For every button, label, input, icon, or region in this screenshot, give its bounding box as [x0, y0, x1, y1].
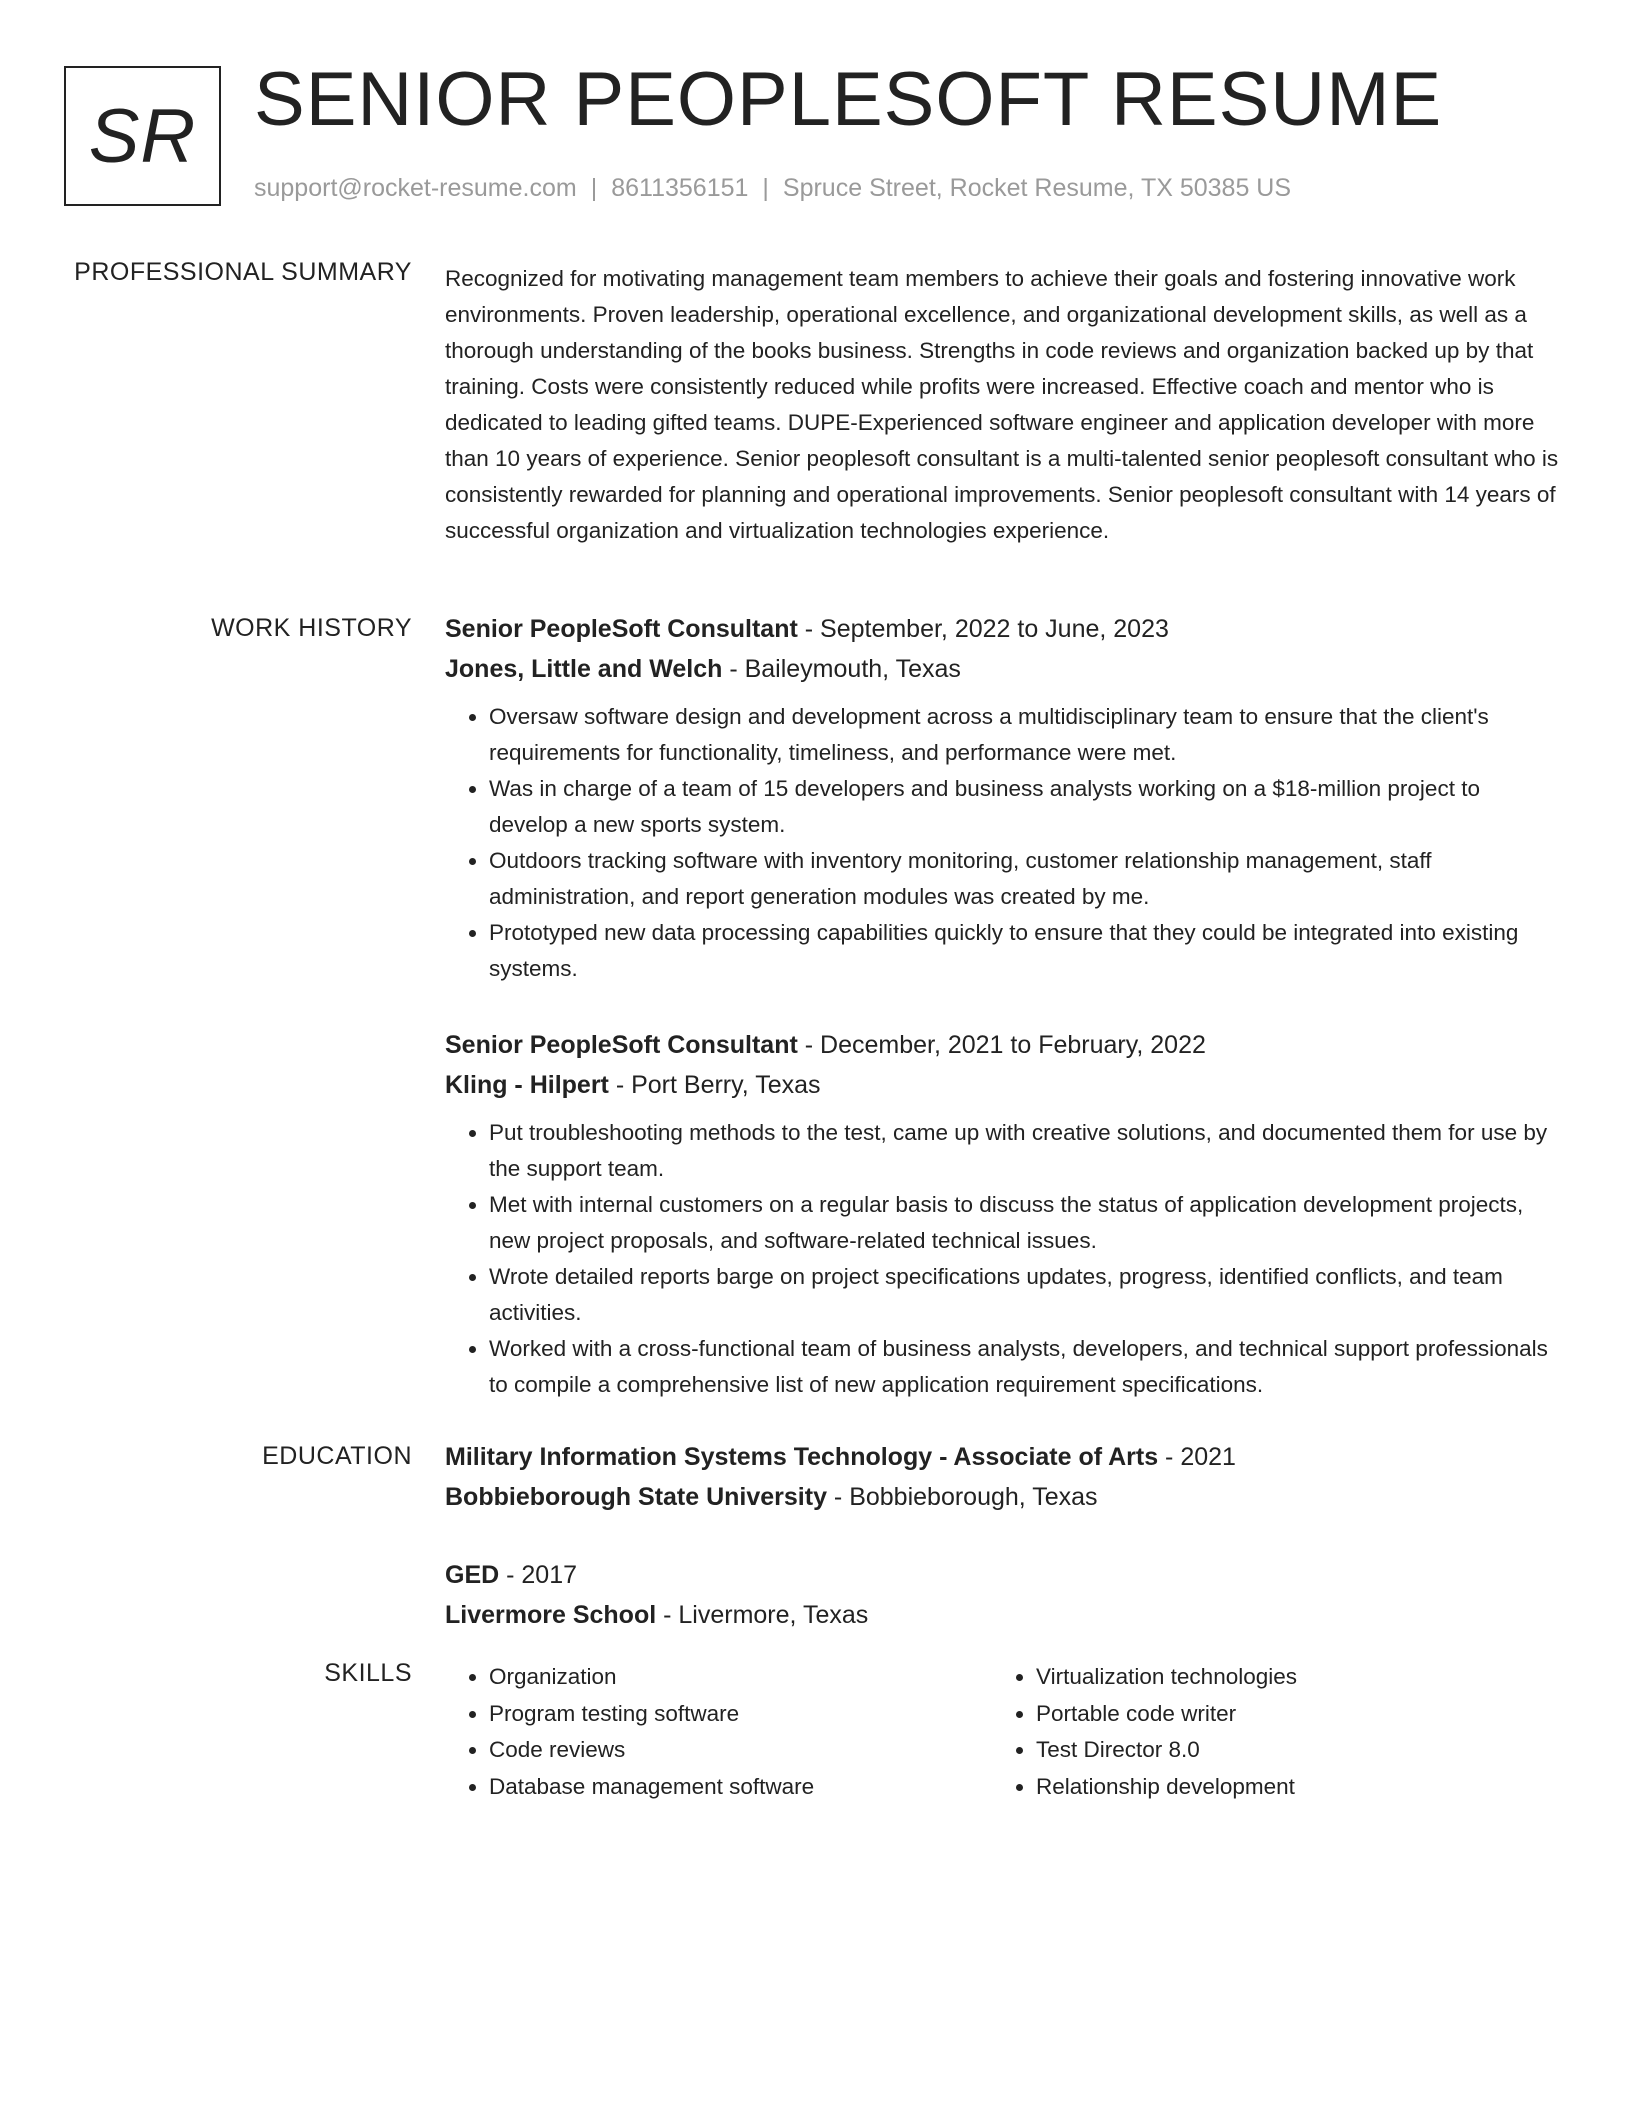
education-location: - Bobbieborough, Texas [826, 1483, 1098, 1511]
skill-item: • Portable code writer [1036, 1696, 1539, 1733]
education-year: - 2017 [499, 1561, 578, 1589]
job-company: Kling - Hilpert [445, 1071, 609, 1099]
job-company: Jones, Little and Welch [445, 655, 723, 683]
job-company-line [445, 1065, 1560, 1105]
job-dates: - September, 2022 to June, 2023 [797, 615, 1169, 643]
skill-item: • Relationship development [1036, 1769, 1539, 1806]
job-bullet: • Oversaw software design and development across a multidisciplinary team to ensure that the client's requirements for functionality, timeliness, and performance were met. [489, 699, 1560, 771]
job-bullet: • Wrote detailed reports barge on project specifications updates, progress, identified conflicts, and team activities. [489, 1259, 1560, 1331]
summary-text: Recognized for motivating management team members to achieve their goals and fostering innovative work environments. Proven leadership, operational excellence, and organizational development skills, as well as a thorough understanding of the books business. Strengths in code reviews and organization backed up by that training. Costs were consistently reduced while profits were increased. Effective coach and mentor who is dedicated to leading gifted teams. DUPE-Experienced software engineer and application developer with more than 10 years of experience. Senior peoplesoft consultant is a multi-talented senior peoplesoft consultant who is consistently rewarded for planning and operational improvements. Senior peoplesoft consultant with 14 years of successful organization and virtualization technologies experience. [445, 266, 1559, 543]
monogram-badge: SR [64, 66, 221, 206]
section-label-skills: SKILLS [324, 1659, 412, 1687]
education-school-line [445, 1595, 1560, 1635]
job-bullet: • Met with internal customers on a regular basis to discuss the status of application development projects, new project proposals, and software-related technical issues. [489, 1187, 1560, 1259]
section-label-summary: PROFESSIONAL SUMMARY [74, 258, 412, 286]
job-bullet: • Prototyped new data processing capabilities quickly to ensure that they could be integrated into existing systems. [489, 915, 1560, 987]
skill-item: • Database management software [489, 1769, 992, 1806]
education-school-line [445, 1477, 1560, 1517]
job-company-line [445, 649, 1560, 689]
education-school: Livermore School [445, 1601, 657, 1629]
job-location: - Port Berry, Texas [608, 1071, 821, 1099]
skill-item: • Virtualization technologies [1036, 1659, 1539, 1696]
job-bullets [445, 1115, 1560, 1403]
contact-line [254, 174, 1291, 203]
contact-separator: | [762, 174, 769, 202]
education-school: Bobbieborough State University [445, 1483, 827, 1511]
job-bullet: • Worked with a cross-functional team of business analysts, developers, and technical support professionals to compile a comprehensive list of new application requirement specifications. [489, 1331, 1560, 1403]
education-entry [445, 1555, 1560, 1635]
section-label-work-history: WORK HISTORY [211, 614, 412, 642]
job-entry [445, 1025, 1560, 1403]
job-bullets [445, 699, 1560, 987]
job-entry [445, 609, 1560, 987]
job-title: Senior PeopleSoft Consultant [445, 615, 798, 643]
education-degree: GED [445, 1561, 500, 1589]
skills-list-right [992, 1659, 1539, 1805]
skill-item: • Program testing software [489, 1696, 992, 1733]
job-bullet: • Put troubleshooting methods to the test, came up with creative solutions, and documented them for use by the support team. [489, 1115, 1560, 1187]
skill-item: • Organization [489, 1659, 992, 1696]
job-bullet: • Was in charge of a team of 15 developers and business analysts working on a $18-million project to develop a new sports system. [489, 771, 1560, 843]
contact-separator: | [590, 174, 598, 202]
education-degree-line [445, 1437, 1560, 1477]
education-degree: Military Information Systems Technology - Associate of Arts [445, 1443, 1159, 1471]
education-location: - Livermore, Texas [656, 1601, 869, 1629]
skills-list-left [445, 1659, 992, 1805]
skill-item: • Code reviews [489, 1732, 992, 1769]
education-degree-line [445, 1555, 1560, 1595]
job-dates: - December, 2021 to February, 2022 [797, 1031, 1206, 1059]
job-title: Senior PeopleSoft Consultant [445, 1031, 798, 1059]
job-location: - Baileymouth, Texas [722, 655, 961, 683]
job-title-line [445, 1025, 1560, 1065]
resume-title: SENIOR PEOPLESOFT RESUME [254, 57, 1443, 142]
contact-phone[interactable]: 8611356151 [611, 174, 749, 202]
skills-columns [445, 1659, 1560, 1805]
section-label-education: EDUCATION [262, 1442, 412, 1470]
skill-item: • Test Director 8.0 [1036, 1732, 1539, 1769]
education-entry [445, 1437, 1560, 1517]
contact-email[interactable]: support@rocket-resume.com [254, 174, 577, 202]
contact-address: Spruce Street, Rocket Resume, TX 50385 US [782, 174, 1292, 202]
job-bullet: • Outdoors tracking software with inventory monitoring, customer relationship management, staff administration, and report generation modules was created by me. [489, 843, 1560, 915]
education-year: - 2021 [1158, 1443, 1236, 1471]
job-title-line [445, 609, 1560, 649]
